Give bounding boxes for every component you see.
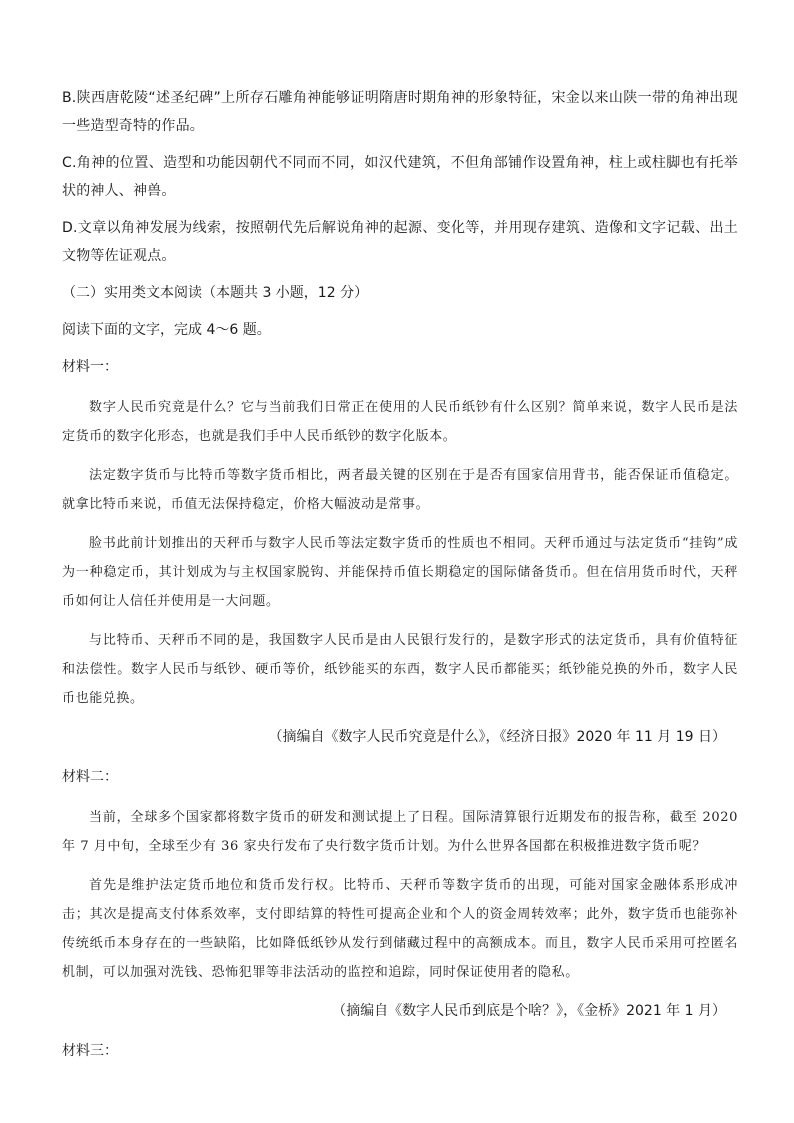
section-title: （二）实用类文本阅读（本题共 3 小题，12 分） — [62, 285, 369, 301]
material-1-paragraph: 数字人民币究竟是什么？它与当前我们日常正在使用的人民币纸钞有什么区别？简单来说，数字人民币是法定货币的数字化形态，也就是我们手中人民币纸钞的数字化版本。 — [62, 400, 738, 444]
material-2-paragraph: 当前，全球多个国家都将数字货币的研发和测试提上了日程。国际清算银行近期发布的报告称，截至 2020 年 7 月中旬，全球至少有 36 家央行发布了央行数字货币计划。为什么世界各国都在积极推进数字货币呢？ — [62, 810, 738, 854]
material-1-paragraph: 法定数字货币与比特币等数字货币相比，两者最关键的区别在于是否有国家信用背书，能否保证币值稳定。就拿比特币来说，币值无法保持稳定，价格大幅波动是常事。 — [62, 468, 738, 512]
material-3-label: 材料三： — [62, 1043, 118, 1059]
option-b: B.陕西唐乾陵“述圣纪碑”上所存石雕角神能够证明隋唐时期角神的形象特征，宋金以来山陕一带的角神出现一些造型奇特的作品。 — [62, 90, 738, 134]
material-2-source: （摘编自《数字人民币到底是个啥？》，《金桥》2021 年 1 月） — [332, 1003, 726, 1019]
option-d: D.文章以角神发展为线索，按照朝代先后解说角神的起源、变化等，并用现存建筑、造像和文字记载、出土文物等佐证观点。 — [62, 220, 738, 264]
material-2-label: 材料二： — [62, 769, 118, 785]
material-1-label: 材料一： — [62, 359, 118, 375]
material-1-paragraph: 脸书此前计划推出的天秤币与数字人民币等法定数字货币的性质也不相同。天秤币通过与法定货币“挂钩”成为一种稳定币，其计划成为与主权国家脱钩、并能保持币值长期稳定的国际储备货币。但在信用货币时代，天秤币如何让人信任并使用是一大问题。 — [62, 536, 738, 609]
document-page — [62, 84, 738, 1077]
section-instruction: 阅读下面的文字，完成 4～6 题。 — [62, 322, 271, 338]
option-c: C.角神的位置、造型和功能因朝代不同而不同，如汉代建筑，不但角部铺作设置角神，柱上或柱脚也有托举状的神人、神兽。 — [62, 155, 738, 199]
material-1-paragraph: 与比特币、天秤币不同的是，我国数字人民币是由人民银行发行的，是数字形式的法定货币，具有价值特征和法偿性。数字人民币与纸钞、硬币等价，纸钞能买的东西，数字人民币都能买；纸钞能兑换的外币，数字人民币也能兑换。 — [62, 633, 738, 706]
material-2-paragraph: 首先是维护法定货币地位和货币发行权。比特币、天秤币等数字货币的出现，可能对国家金融体系形成冲击；其次是提高支付体系效率，支付即结算的特性可提高企业和个人的资金周转效率；此外，数字货币也能弥补传统纸币本身存在的一些缺陷，比如降低纸钞从发行到储藏过程中的高额成本。而且，数字人民币采用可控匿名机制，可以加强对洗钱、恐怖犯罪等非法活动的监控和追踪，同时保证使用者的隐私。 — [62, 878, 738, 980]
material-1-source: （摘编自《数字人民币究竟是什么》，《经济日报》2020 年 11 月 19 日） — [268, 729, 726, 745]
